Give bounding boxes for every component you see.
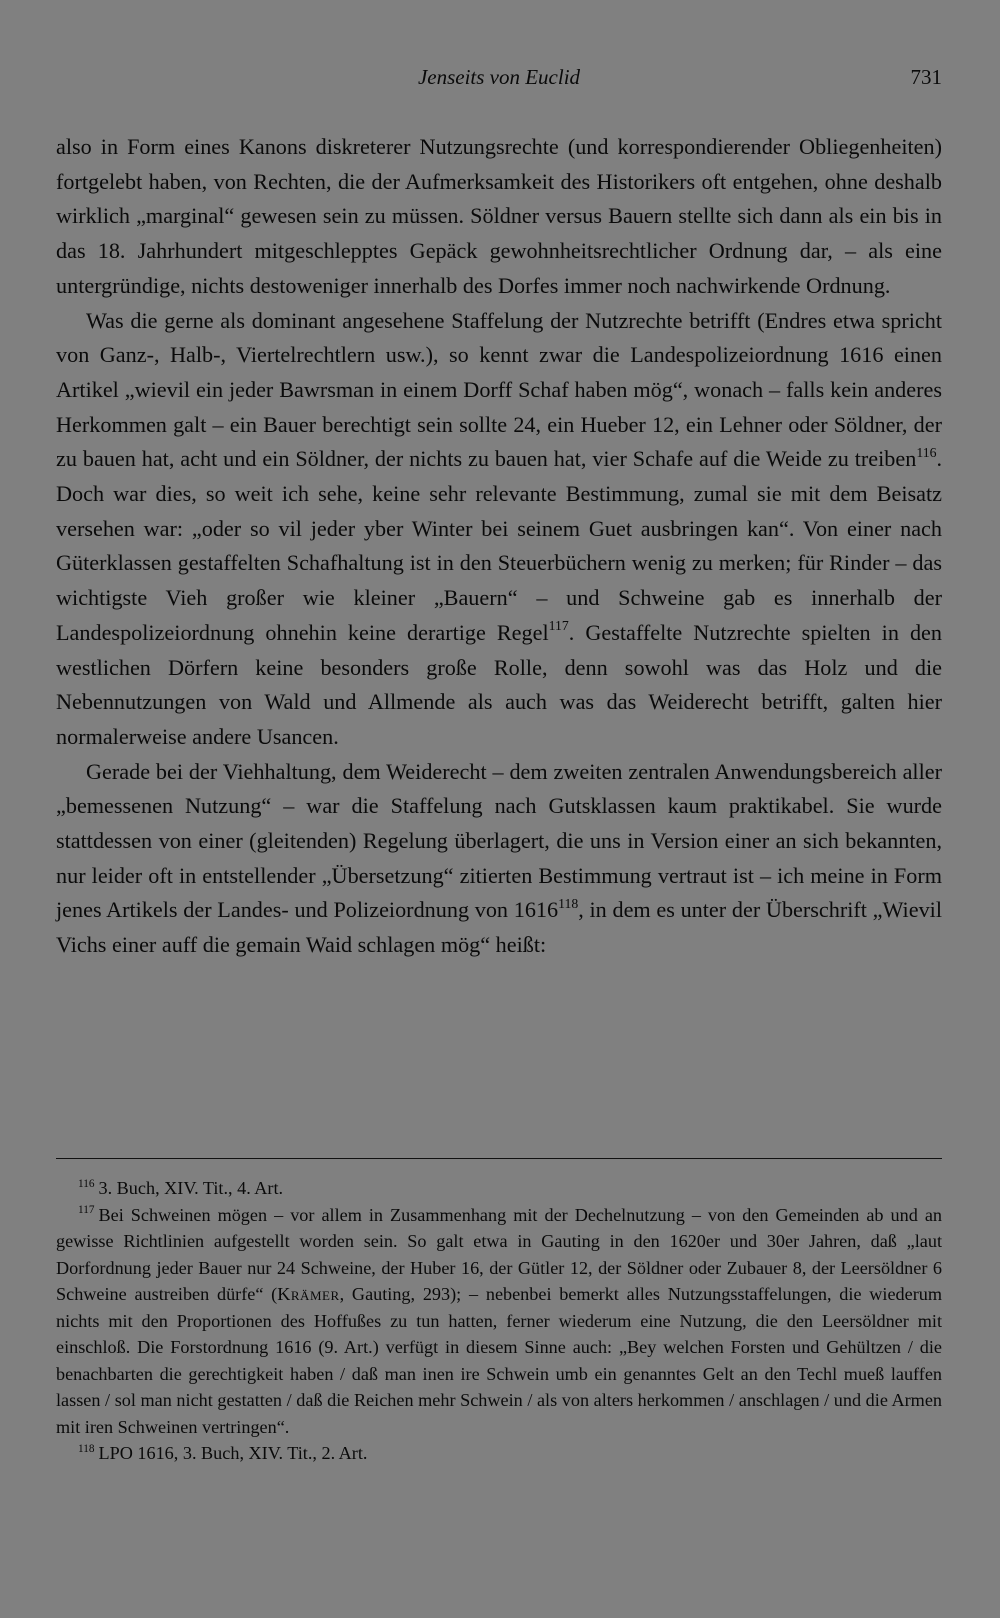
footnote-ref-118: 118 — [558, 895, 579, 911]
paragraph-1-text: also in Form eines Kanons diskreterer Nutzungsrechte (und korrespondierender Obliegenheiten) fortgelebt haben, von Rechten, die der Aufmerksamkeit des Historikers oft entgehen, ohne deshalb wirklich „marginal“ gewesen sein zu müssen. Söldner versus Bauern stellte sich dann als ein bis in das 18. Jahrhundert mitgeschlepptes Gepäck gewohnheitsrechtlicher Ordnung dar, – als eine untergründige, nichts destoweniger innerhalb des Dorfes immer noch nachwirkende Ordnung. — [56, 134, 942, 298]
footnote-text-b: , Gauting, 293); – nebenbei bemerkt alles Nutzungsstaffelungen, die wiederum nichts mit den Proportionen des Hoffußes zu tun hatten, ferner wiederum eine Nutzung, die den Leersöldner mit einschloß. Die Forstordnung 1616 (9. Art.) verfügt in diesem Sinne auch: „Bey welchen Forsten und Gehültzen / die benachbarten die gerechtigkeit haben / daß man inen ire Schwein umb ein genanntes Gelt an den Techl mueß lauffen lassen / sol man nicht gestatten / daß die Reichen mehr Schwein / als von alters herkommen / anschlagen / und die Armen mit iren Schweinen vertringen“. — [56, 1284, 943, 1437]
paragraph-1 — [56, 130, 942, 304]
footnote-text: LPO 1616, 3. Buch, XIV. Tit., 2. Art. — [98, 1443, 368, 1463]
footnote-117 — [56, 1202, 942, 1441]
footnote-116 — [56, 1175, 942, 1202]
footnote-ref-117: 117 — [548, 618, 569, 634]
paragraph-3 — [56, 755, 942, 963]
paragraph-2-text-c: . Gestaffelte Nutzrechte spielten in den westlichen Dörfern keine besonders große Rolle, denn sowohl was das Holz und die Nebennutzungen von Wald und Allmende als auch was das Weiderecht betrifft, galten hier normalerweise andere Usancen. — [56, 619, 942, 749]
footnote-text-a: Bei Schweinen mögen – vor allem in Zusammenhang mit der Dechelnutzung – von den Gemeinden ab und an gewisse Richtlinien aufgestellt worden sein. So galt etwa in Gauting in den 1620er und 30er Jahren, daß „laut Dorfordnung jeder Bauer nur 24 Schweine, der Huber 16, der Gütler 12, der Söldner oder Zubauer 8, der Leersöldner 6 Schweine austreiben dürfe“ ( — [56, 1204, 942, 1304]
footnote-number: 118 — [78, 1442, 95, 1455]
footnote-number: 117 — [78, 1204, 95, 1217]
paragraph-3-text-b: , in dem es unter der Überschrift „Wievil Vichs einer auff die gemain Waid schlagen mög“ heißt: — [56, 897, 942, 958]
footnote-ref-116: 116 — [916, 444, 937, 460]
footnote-118 — [56, 1440, 942, 1467]
running-title: Jenseits von Euclid — [417, 65, 581, 89]
footnote-text: 3. Buch, XIV. Tit., 4. Art. — [98, 1178, 284, 1198]
body-text — [56, 130, 942, 963]
running-head — [56, 62, 942, 92]
paragraph-2-text-a: Was die gerne als dominant angesehene Staffelung der Nutzrechte betrifft (Endres etwa spricht von Ganz-, Halb-, Viertelrechtlern usw.), so kennt zwar die Landespolizeiordnung 1616 einen Artikel „wievil ein jeder Bawrsman in einem Dorff Schaf haben mög“, wonach – falls kein anderes Herkommen galt – ein Bauer berechtigt sein sollte 24, ein Hueber 12, ein Lehner oder Söldner, der zu bauen hat, acht und ein Söldner, der nichts zu bauen hat, vier Schafe auf die Weide zu treiben — [56, 307, 942, 472]
paragraph-2 — [56, 304, 942, 755]
footnote-number: 116 — [78, 1177, 95, 1190]
footnote-rule — [56, 1158, 942, 1159]
paragraph-2-text-b: . Doch war dies, so weit ich sehe, keine sehr relevante Bestimmung, zumal sie mit dem Beisatz versehen war: „oder so vil jeder yber Winter bei seinem Guet ausbringen kan“. Von einer nach Güterklassen gestaffelten Schafhaltung ist in den Steuerbüchern wenig zu merken; für Rinder – das wichtigste Vieh großer wie kleiner „Bauern“ – und Schweine gab es innerhalb der Landespolizeiordnung ohnehin keine derartige Regel — [56, 446, 942, 645]
page-number: 731 — [910, 65, 942, 89]
footnote-author: Krämer — [277, 1284, 340, 1304]
paragraph-3-text-a: Gerade bei der Viehhaltung, dem Weiderecht – dem zweiten zentralen Anwendungsbereich aller „bemessenen Nutzung“ – war die Staffelung nach Gutsklassen kaum praktikabel. Sie wurde stattdessen von einer (gleitenden) Regelung überlagert, die uns in Version einer an sich bekannten, nur leider oft in entstellender „Übersetzung“ zitierten Bestimmung vertraut ist – ich meine in Form jenes Artikels der Landes- und Polizeiordnung von 1616 — [56, 758, 942, 923]
footnotes — [56, 1175, 942, 1467]
